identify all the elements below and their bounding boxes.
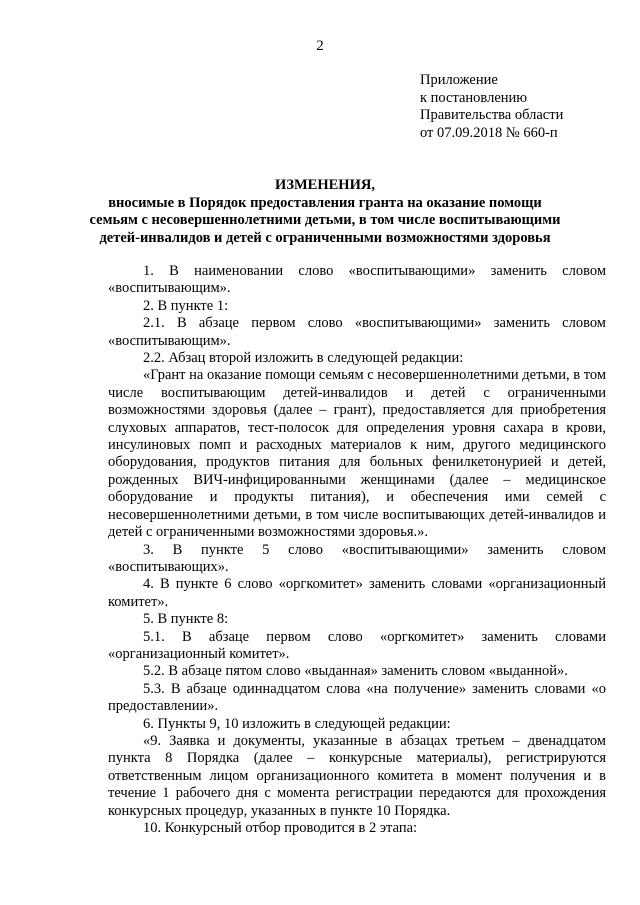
appendix-line: Правительства области (420, 107, 564, 123)
heading-line: детей-инвалидов и детей с ограниченными возможностями здоровья (99, 229, 551, 246)
heading-line: вносимые в Порядок предоставления гранта на оказание помощи (108, 194, 542, 211)
paragraph: 2.1. В абзаце первом слово «воспитывающими» заменить словом «воспитывающим». (108, 315, 606, 349)
document-heading (40, 177, 610, 247)
paragraph: 3. В пункте 5 слово «воспитывающими» заменить словом «воспитывающих». (108, 541, 606, 575)
paragraph: 4. В пункте 6 слово «оргкомитет» заменить словами «организационный комитет». (108, 576, 606, 610)
quoted-paragraph: «Грант на оказание помощи семьям с несовершеннолетними детьми, в том числе воспитывающим детей-инвалидов и детей с ограниченными возможностями здоровья (далее – грант), предоставляется для приобретения слуховых аппаратов, тест-полосок для определения уровня сахара в крови, инсулиновых помп и расходных материалов к ним, другого медицинского оборудования, продуктов питания для больных фенилкетонурией и детей, рожденных ВИЧ-инфицированными женщинами (далее – медицинское оборудование и продукты питания), и обеспечения ими семей с несовершеннолетними детьми, в том числе воспитывающих детей-инвалидов и детей с ограниченными возможностями здоровья.». (108, 367, 606, 541)
paragraph: 2.2. Абзац второй изложить в следующей редакции: (143, 350, 464, 367)
appendix-line: Приложение (420, 72, 498, 88)
paragraph: 6. Пункты 9, 10 изложить в следующей редакции: (143, 715, 451, 732)
paragraph: 2. В пункте 1: (143, 297, 229, 314)
heading-title: ИЗМЕНЕНИЯ, (275, 177, 375, 193)
document-body (108, 263, 606, 837)
paragraph: 1. В наименовании слово «воспитывающими» заменить словом «воспитывающим». (108, 263, 606, 297)
paragraph: 5.3. В абзаце одиннадцатом слова «на получение» заменить словами «о предоставлении». (108, 680, 606, 715)
paragraph: 5.2. В абзаце пятом слово «выданная» заменить словом «выданной». (143, 663, 568, 680)
page-number: 2 (316, 38, 324, 54)
appendix-line: от 07.09.2018 № 660-п (420, 124, 558, 141)
quoted-paragraph: «9. Заявка и документы, указанные в абзацах третьем – двенадцатом пункта 8 Порядка (далее – конкурсные материалы), регистрируются ответственным лицом организационного комитета в момент получения и в течение 1 рабочего дня с момента регистрации передаются для прохождения конкурсных процедур, указанных в пункте 10 Порядка. (108, 732, 606, 819)
appendix-line: к постановлению (420, 89, 528, 106)
paragraph: 10. Конкурсный отбор проводится в 2 этапа: (143, 820, 418, 836)
appendix-block (420, 72, 563, 142)
heading-line: семьям с несовершеннолетними детьми, в том числе воспитывающими (89, 212, 561, 228)
paragraph: 5. В пункте 8: (143, 611, 229, 628)
paragraph: 5.1. В абзаце первом слово «оргкомитет» заменить словами «организационный комитет». (108, 628, 606, 662)
